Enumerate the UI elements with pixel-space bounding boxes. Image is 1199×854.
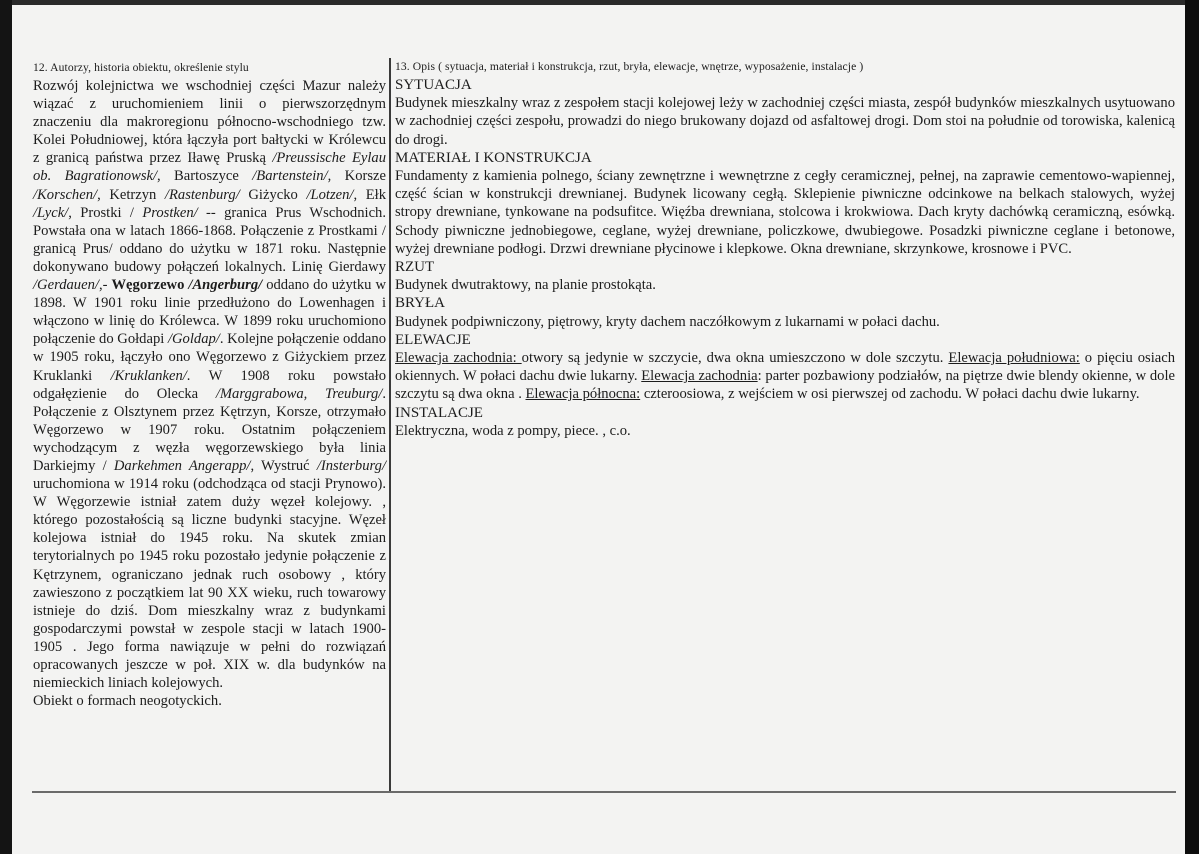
south-elevation-label: Elewacja południowa: — [948, 350, 1080, 367]
scan-left-edge — [0, 0, 12, 854]
history-column — [33, 59, 386, 710]
history-seg: /Marggrabowa, Treuburg/ — [215, 385, 383, 402]
section-body-rzut — [395, 276, 1175, 294]
history-seg: , Wystruć — [250, 457, 317, 474]
history-seg: . W 1908 roku powstało odgałęzienie do Olecka — [33, 367, 386, 402]
history-seg: /Gerdauen/ — [33, 277, 99, 294]
section-body-elewacje — [395, 349, 1175, 404]
history-seg: ,- — [98, 277, 112, 294]
bryla-text: Budynek podpiwniczony, piętrowy, kryty dachem naczółkowym z lukarnami w połaci dachu. — [395, 313, 940, 330]
history-seg: oddano do użytku w 1898. W 1901 roku linie przedłużono do Lowenhagen i włączono w linię do Królewca. W 1899 roku uruchomiono połączenie do Gołdapi — [33, 277, 386, 348]
section-body-instalacje — [395, 422, 1175, 440]
history-seg: , Prostki / — [68, 204, 143, 221]
west2-elevation-label: Elewacja zachodnia — [641, 368, 758, 385]
history-seg: Węgorzewo — [111, 277, 189, 294]
sytuacja-text: Budynek mieszkalny wraz z zespołem stacji kolejowej leży w zachodniej części miasta, zespół budynków mieszkalnych usytuowano w zachodniej części zespołu, prowadzi do niego brukowany dojazd od asfaltowej drogi. Dom stoi na południe od torowiska, kalenicą do drogi. — [395, 95, 1175, 148]
history-seg: , Bartoszyce — [157, 168, 253, 185]
west2-elevation-text: : parter pozbawiony podziałów, na piętrze dwie blendy okienne, w dole szczytu są dwa okna . — [395, 368, 1175, 403]
west-elevation-text: otwory są jedynie w szczycie, dwa okna umieszczono w dole szczytu. — [521, 350, 949, 367]
history-text — [33, 77, 386, 710]
history-seg: /Korschen/ — [33, 186, 98, 203]
scan-right-edge — [1185, 0, 1199, 854]
section-body-bryla — [395, 313, 1175, 331]
history-seg: /Insterburg/ — [316, 457, 387, 474]
description-heading: 13. Opis ( sytuacja, materiał i konstrukcja, rzut, bryła, elewacje, wnętrze, wyposażenie, instalacje ) — [395, 60, 864, 73]
section-body-material — [395, 167, 1175, 258]
section-title-rzut: RZUT — [395, 259, 435, 276]
history-seg: Darkehmen Angerapp/ — [113, 457, 251, 474]
description-column — [395, 58, 1175, 440]
north-elevation-label: Elewacja północna: — [525, 386, 641, 403]
bottom-rule — [32, 791, 1176, 793]
history-seg: Giżycko — [239, 186, 307, 203]
history-seg: , Korsze — [327, 168, 386, 185]
style-note: Obiekt o formach neogotyckich. — [33, 693, 222, 710]
history-seg: /Lyck/ — [33, 204, 69, 221]
section-title-instalacje: INSTALACJE — [395, 404, 483, 421]
history-seg: uruchomiona w 1914 roku (odchodząca od stacji Prynowo). W Węgorzewie istniał zatem duży węzeł kolejowy. , którego pozostałością są liczne budynki stacyjne. Węzeł kolejowa istniał do 1945 roku. Na skutek zmian terytorialnych po 1945 roku pozostało jedynie połączenie z Kętrzynem, ograniczano jednak ruch osobowy , który zawieszono z początkiem lat 90 XX wieku, ruch towarowy istnieje do dziś. Dom mieszkalny wraz z budynkami gospodarczymi powstał w zespole stacji w latach 1900- 1905 . Jego forma nawiązuje w pełni do rozwiązań opracowanych jeszcze w poł. XIX w. dla budynków na niemieckich liniach kolejowych. — [33, 476, 386, 692]
history-seg: Prostken/ — [142, 204, 198, 221]
south-elevation-text: o pięciu osiach okiennych. W połaci dachu dwie lukarny. — [395, 350, 1175, 385]
north-elevation-text: czteroosiowa, z wejściem w osi pierwszej od zachodu. W połaci dachu dwie lukarny. — [640, 386, 1140, 403]
history-seg: . Połączenie z Olsztynem przez Kętrzyn, Korsze, otrzymało Węgorzewo w 1907 roku. Ostatnim połączeniem wychodzącym z węzła węgorzewskiego była linia Darkiejmy / — [33, 385, 386, 474]
history-seg: /Lotzen/ — [306, 186, 354, 203]
history-seg: /Goldap/ — [167, 331, 220, 348]
history-seg: -- granica Prus Wschodnich. Powstała ona w latach 1866-1868. Połączenie z Prostkami / granicą Prus/ oddano do użytku w 1871 roku. Następnie dokonywano budowy połączeń lokalnych. Linię Gierdawy — [33, 204, 386, 275]
history-seg: , Ełk — [353, 186, 386, 203]
rzut-text: Budynek dwutraktowy, na planie prostokąta. — [395, 277, 656, 294]
section-title-material: MATERIAŁ I KONSTRUKCJA — [395, 149, 592, 166]
west-elevation-label: Elewacja zachodnia: — [395, 350, 522, 367]
history-seg: . Kolejne połączenie oddano w 1905 roku, łączyło ono Węgorzewo z Giżyckiem przez Kruklanki — [33, 331, 386, 384]
instalacje-text: Elektryczna, woda z pompy, piece. , c.o. — [395, 422, 631, 439]
history-heading: 12. Autorzy, historia obiektu, określenie stylu — [33, 61, 249, 74]
history-seg: /Bartenstein/ — [252, 168, 328, 185]
column-divider — [389, 58, 391, 792]
history-seg: /Angerburg/ — [188, 277, 263, 294]
history-seg: /Preussische Eylau ob. Bagrationowsk/ — [33, 150, 386, 185]
section-title-bryla: BRYŁA — [395, 295, 446, 312]
history-seg: , Ketrzyn — [97, 186, 165, 203]
history-seg: /Kruklanken/ — [110, 367, 187, 384]
section-title-elewacje: ELEWACJE — [395, 331, 471, 348]
material-text: Fundamenty z kamienia polnego, ściany zewnętrzne i wewnętrzne z cegły ceramicznej, pełnej, na zaprawie cementowo-wapiennej, część ścian w konstrukcji drewnianej. Budynek licowany cegłą. Sklepienie piwniczne odcinkowe na belkach stalowych, wyżej stropy drewniane, tynkowane na podsufitce. Więźba drewniana, stolcowa i krokwiowa. Dach kryty dachówką ceramiczną, esówką. Schody piwniczne jednobiegowe, ceglane, wyżej drewniane, policzkowe, dwubiegowe. Posadzki piwniczne ceglane i betonowe, wyżej drewniane podłogi. Drzwi drewniane płycinowe i klepkowe. Okna drewniane, skrzynkowe, krosnowe i PVC. — [395, 168, 1175, 257]
history-seg: Rozwój kolejnictwa we wschodniej części Mazur należy wiązać z uruchomieniem linii o pierwszorzędnym znaczeniu dla makroregionu północno-wschodniego tzw. Kolei Południowej, która łączyła port bałtycki w Królewcu z granicą państwa przez Iławę Pruską — [33, 78, 386, 167]
section-body-sytuacja — [395, 94, 1175, 149]
section-title-sytuacja: SYTUACJA — [395, 77, 472, 93]
history-seg: /Rastenburg/ — [164, 186, 240, 203]
